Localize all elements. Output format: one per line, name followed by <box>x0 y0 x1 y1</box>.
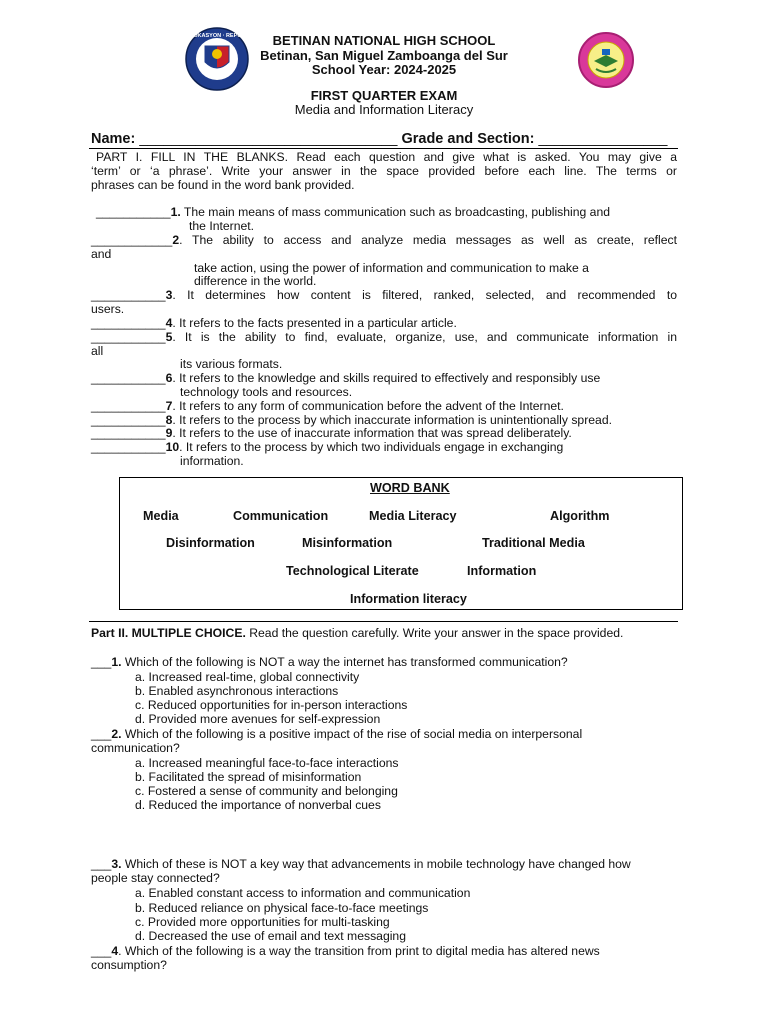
part2-instructions-text: Read the question carefully. Write your answer in the space provided. <box>245 626 624 640</box>
question-number: 1. <box>111 655 122 669</box>
answer-blank[interactable]: ___ <box>91 727 112 741</box>
item-number: 7 <box>165 399 173 413</box>
item-text: . It refers to the knowledge and skills required to effectively and responsibly use <box>172 371 601 385</box>
item-text-cont: difference in the world. <box>194 274 317 288</box>
list-item <box>91 440 563 454</box>
item-text: . It refers to the use of inaccurate information that was spread deliberately. <box>172 426 572 440</box>
item-number: 2 <box>172 233 180 247</box>
choice-option: b. Facilitated the spread of misinformation <box>135 770 362 784</box>
divider-line <box>89 621 678 622</box>
choice-option: c. Fostered a sense of community and belonging <box>135 784 398 798</box>
choice-option: d. Provided more avenues for self-expression <box>135 712 381 726</box>
list-item <box>91 288 677 302</box>
school-address: Betinan, San Miguel Zamboanga del Sur <box>260 48 508 63</box>
answer-blank[interactable]: ___________ <box>91 413 166 427</box>
choice-option: b. Enabled asynchronous interactions <box>135 684 339 698</box>
part2-instructions <box>91 626 623 640</box>
list-item <box>91 233 677 247</box>
list-item <box>91 413 612 427</box>
divider-line <box>89 148 678 149</box>
item-number: 5 <box>165 330 173 344</box>
answer-blank[interactable]: ___________ <box>91 288 166 302</box>
item-number: 1. <box>170 205 181 219</box>
question <box>91 857 631 871</box>
question <box>91 944 600 958</box>
question-text: Which of these is NOT a key way that advancements in mobile technology have changed how <box>121 857 631 871</box>
item-text-cont: technology tools and resources. <box>180 385 353 399</box>
choice-option: b. Reduced reliance on physical face-to-face meetings <box>135 901 429 915</box>
answer-blank[interactable]: ____________ <box>91 233 173 247</box>
answer-blank[interactable]: ___ <box>91 857 112 871</box>
choice-option: a. Enabled constant access to information and communication <box>135 886 471 900</box>
item-text: . It is the ability to find, evaluate, organize, use, and communicate information in <box>172 330 677 344</box>
word-bank-term: Information <box>467 564 537 578</box>
choice-option: a. Increased real-time, global connectivity <box>135 670 360 684</box>
name-blank[interactable]: ________________________________ <box>139 131 398 147</box>
exam-title: FIRST QUARTER EXAM <box>310 88 458 103</box>
choice-option: d. Reduced the importance of nonverbal cues <box>135 798 381 812</box>
item-text: The main means of mass communication such as broadcasting, publishing and <box>180 205 611 219</box>
answer-blank[interactable]: ___ <box>91 655 112 669</box>
word-bank-term: Information literacy <box>350 592 467 606</box>
answer-blank[interactable]: ___________ <box>91 316 166 330</box>
school-name: BETINAN NATIONAL HIGH SCHOOL <box>272 33 496 48</box>
choice-option: c. Reduced opportunities for in-person interactions <box>135 698 408 712</box>
list-item <box>96 205 610 219</box>
answer-blank[interactable]: ___________ <box>91 426 166 440</box>
answer-blank[interactable]: ___________ <box>91 371 166 385</box>
part2-label: Part II. MULTIPLE CHOICE. <box>91 626 246 640</box>
item-text-wrap: and <box>91 247 112 261</box>
question <box>91 727 582 741</box>
word-bank-term: Media Literacy <box>369 509 457 523</box>
question-text-cont: communication? <box>91 741 180 755</box>
part1-instructions-line1: PART I. FILL IN THE BLANKS. Read each question and give what is asked. You may give a <box>96 150 677 164</box>
question-number: 3. <box>111 857 122 871</box>
grade-label: Grade and Section: <box>401 131 535 147</box>
list-item <box>91 316 457 330</box>
item-text: . It determines how content is filtered, ranked, selected, and recommended to <box>172 288 677 302</box>
word-bank-term: Technological Literate <box>286 564 419 578</box>
item-text-wrap: users. <box>91 302 125 316</box>
item-number: 6 <box>165 371 173 385</box>
item-text: . It refers to any form of communication before the advent of the Internet. <box>172 399 564 413</box>
item-number: 8 <box>165 413 173 427</box>
item-text-cont: its various formats. <box>180 357 283 371</box>
answer-blank[interactable]: ___________ <box>91 330 166 344</box>
answer-blank[interactable]: ___________ <box>91 399 166 413</box>
question-number: 2. <box>111 727 122 741</box>
item-text: . It refers to the process by which two individuals engage in exchanging <box>179 440 564 454</box>
item-text-cont: take action, using the power of information and communication to make a <box>194 261 589 275</box>
answer-blank[interactable]: ___ <box>91 944 112 958</box>
word-bank-term: Algorithm <box>550 509 610 523</box>
choice-option: a. Increased meaningful face-to-face interactions <box>135 756 399 770</box>
part1-instructions-line3: phrases can be found in the word bank provided. <box>91 178 355 192</box>
list-item <box>91 426 572 440</box>
item-text: . It refers to the process by which inaccurate information is unintentionally spread. <box>172 413 612 427</box>
word-bank-term: Media <box>143 509 179 523</box>
question <box>91 655 568 669</box>
list-item <box>91 330 677 344</box>
item-number: 10 <box>165 440 180 454</box>
part1-instructions-line2: ‘term’ or ‘a phrase’. Write your answer in the space provided before each line. The terms or <box>91 164 677 178</box>
seal-top-text: KAGAWARAN NG EDUKASYON · REPUBLIKA NG PILIPINAS <box>137 33 297 39</box>
exam-subject: Media and Information Literacy <box>294 102 474 117</box>
word-bank-term: Traditional Media <box>482 536 585 550</box>
item-number: 4 <box>165 316 173 330</box>
question-text: Which of the following is NOT a way the internet has transformed communication? <box>121 655 568 669</box>
school-year: School Year: 2024-2025 <box>311 62 457 77</box>
item-text-cont: the Internet. <box>189 219 255 233</box>
item-text: . It refers to the facts presented in a particular article. <box>172 316 457 330</box>
word-bank-term: Misinformation <box>302 536 393 550</box>
choice-option: c. Provided more opportunities for multi-tasking <box>135 915 390 929</box>
item-text-cont: information. <box>180 454 244 468</box>
word-bank-term: Communication <box>233 509 329 523</box>
answer-blank[interactable]: ___________ <box>91 440 166 454</box>
question-text: Which of the following is a positive impact of the rise of social media on interpersonal <box>121 727 583 741</box>
item-text: . The ability to access and analyze media messages as well as create, reflect <box>179 233 677 247</box>
grade-blank[interactable]: ________________ <box>538 131 668 147</box>
choice-option: d. Decreased the use of email and text messaging <box>135 929 406 943</box>
word-bank-term: Disinformation <box>166 536 255 550</box>
question-number: 4 <box>111 944 119 958</box>
item-number: 3 <box>165 288 173 302</box>
question-text: . Which of the following is a way the transition from print to digital media has altered news <box>118 944 600 958</box>
item-text-wrap: all <box>91 344 104 358</box>
list-item <box>91 399 564 413</box>
item-number: 9 <box>165 426 173 440</box>
list-item <box>91 371 600 385</box>
word-bank-title: WORD BANK <box>370 481 450 495</box>
question-text-cont: consumption? <box>91 958 167 972</box>
name-label: Name: <box>91 131 136 147</box>
question-text-cont: people stay connected? <box>91 871 220 885</box>
answer-blank[interactable]: ___________ <box>96 205 171 219</box>
name-grade-row <box>91 131 667 147</box>
